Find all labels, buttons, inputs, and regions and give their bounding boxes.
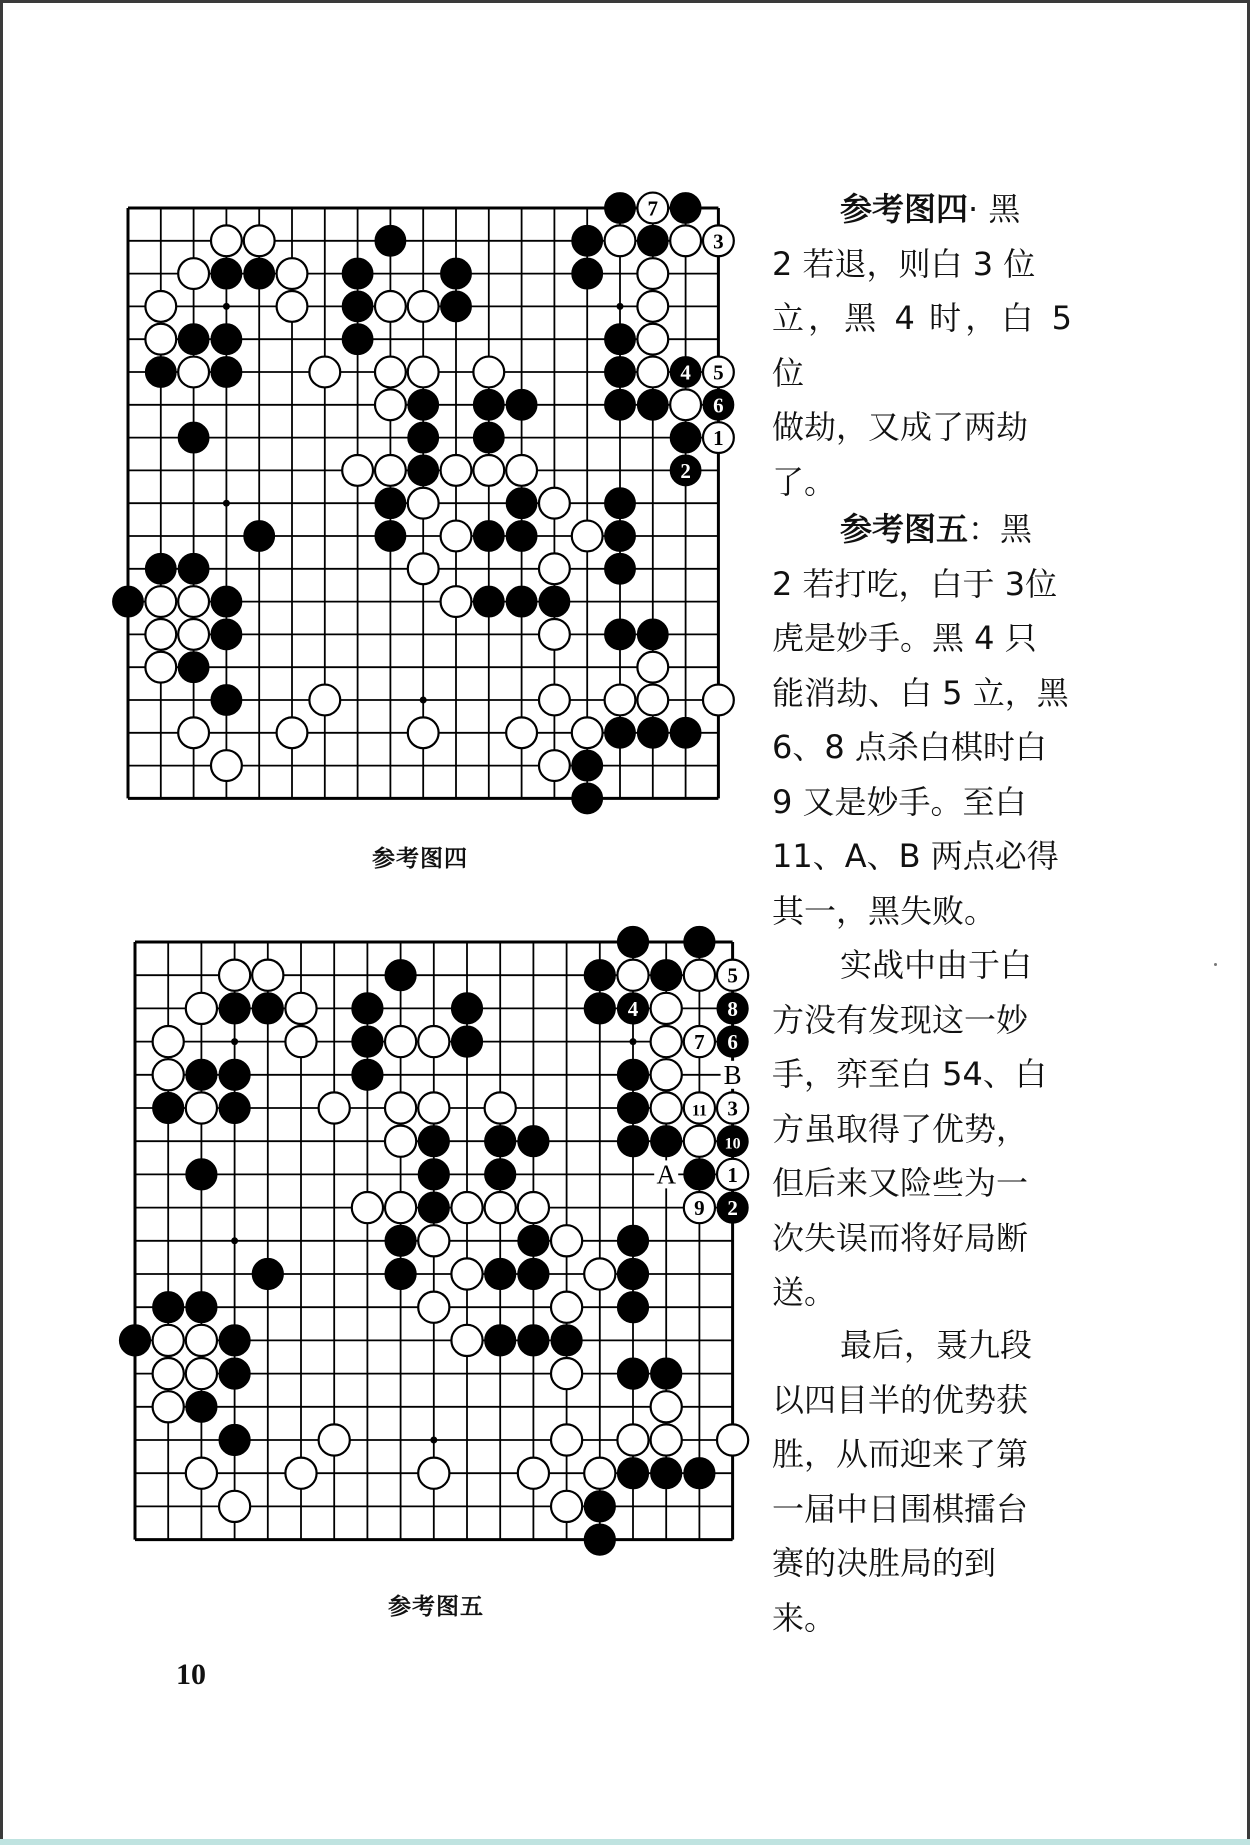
commentary-block-1: [772, 182, 1072, 509]
white-stone: [617, 960, 648, 991]
point-label-B: B: [723, 1059, 742, 1090]
black-stone: [385, 960, 416, 991]
black-stone: [684, 1458, 715, 1489]
line: 立，黑 4 时，白 5 位: [772, 299, 1072, 392]
black-stone: [518, 1225, 549, 1256]
white-stone: [651, 1391, 682, 1422]
separator: ：: [968, 510, 1001, 548]
svg-text:9: 9: [694, 1196, 705, 1221]
white-stone: [551, 1358, 582, 1389]
white-stone-7: [684, 1026, 715, 1057]
star-point: [630, 1038, 637, 1045]
svg-text:3: 3: [727, 1096, 738, 1121]
black-stone: [119, 1325, 150, 1356]
line: 方虽取得了优势，: [772, 1109, 1029, 1148]
line: 来。: [772, 1598, 837, 1637]
line: 次失误而将好局断: [772, 1218, 1029, 1257]
black-stone: [584, 960, 615, 991]
scan-artifact-dot: [1214, 963, 1217, 966]
line: 赛的决胜局的到: [772, 1544, 997, 1582]
black-stone: [153, 1292, 184, 1323]
black-stone-6: [717, 1026, 748, 1057]
white-stone: [418, 1026, 449, 1057]
white-stone: [385, 1192, 416, 1223]
line: 方没有发现这一妙: [772, 1000, 1029, 1039]
black-stone: [418, 1126, 449, 1157]
white-stone-3: [717, 1092, 748, 1123]
svg-text:6: 6: [727, 1030, 738, 1055]
black-stone: [584, 1491, 615, 1522]
white-stone: [485, 1192, 516, 1223]
separator: ·: [968, 190, 989, 228]
black-stone: [451, 1026, 482, 1057]
white-stone: [617, 1424, 648, 1455]
line: 以四目半的优势获: [772, 1380, 1029, 1419]
line-text: 最后，聂九段: [840, 1326, 1033, 1364]
svg-text:4: 4: [627, 996, 639, 1021]
black-stone-10: [717, 1126, 748, 1157]
black-stone: [186, 1159, 217, 1190]
line-text: 黑: [1000, 510, 1033, 548]
black-stone: [485, 1159, 516, 1190]
star-point: [231, 1038, 238, 1045]
black-stone: [617, 1458, 648, 1489]
white-stone: [418, 1458, 449, 1489]
white-stone: [319, 1092, 350, 1123]
white-stone: [385, 1092, 416, 1123]
black-stone: [684, 926, 715, 957]
white-stone: [717, 1424, 748, 1455]
line: 2 若打吃，白于 3位: [772, 564, 1058, 603]
line: [772, 1318, 1072, 1373]
white-stone: [451, 1192, 482, 1223]
white-stone: [186, 1358, 217, 1389]
white-stone-11: [684, 1092, 715, 1123]
black-stone: [352, 1026, 383, 1057]
white-stone-9: [684, 1192, 715, 1223]
black-stone: [485, 1325, 516, 1356]
white-stone: [285, 993, 316, 1024]
white-stone: [153, 1391, 184, 1422]
black-stone: [684, 1159, 715, 1190]
white-stone: [651, 1059, 682, 1090]
star-point: [231, 1237, 238, 1244]
white-stone: [153, 1026, 184, 1057]
black-stone: [219, 1325, 250, 1356]
svg-text:11: 11: [691, 1102, 707, 1120]
caption-fig4: 参考图四: [372, 846, 468, 872]
white-stone: [385, 1126, 416, 1157]
black-stone: [651, 1126, 682, 1157]
white-stone: [551, 1491, 582, 1522]
black-stone: [617, 1258, 648, 1289]
point-label-A: A: [656, 1159, 676, 1190]
white-stone: [551, 1424, 582, 1455]
black-stone: [252, 993, 283, 1024]
black-stone: [617, 1059, 648, 1090]
svg-text:2: 2: [680, 458, 691, 483]
white-stone: [219, 1491, 250, 1522]
line: 11、A、B 两点必得: [772, 837, 1059, 875]
black-stone: [584, 993, 615, 1024]
viewer-bottom-strip: [0, 1839, 1250, 1845]
line: 一届中日围棋擂台: [772, 1489, 1029, 1528]
svg-text:5: 5: [713, 360, 724, 385]
para-lead-fig4: 参考图四: [840, 190, 969, 228]
line: 做劫，又成了两劫: [772, 408, 1029, 446]
white-stone: [418, 1225, 449, 1256]
line: 能消劫、白 5 立，黑: [772, 673, 1069, 712]
white-stone: [186, 993, 217, 1024]
black-stone: [219, 1059, 250, 1090]
line: 了。: [772, 462, 837, 501]
svg-text:10: 10: [724, 1135, 741, 1153]
line: 虎是妙手。黑 4 只: [772, 619, 1037, 657]
black-stone-2: [717, 1192, 748, 1223]
black-stone: [153, 1092, 184, 1123]
white-stone-5: [717, 960, 748, 991]
black-stone: [518, 1126, 549, 1157]
black-stone: [418, 1159, 449, 1190]
svg-text:8: 8: [727, 996, 738, 1021]
commentary-block-4: [772, 1318, 1072, 1645]
black-stone: [518, 1258, 549, 1289]
black-stone: [385, 1258, 416, 1289]
line: [772, 502, 1072, 557]
white-stone: [285, 1026, 316, 1057]
white-stone: [186, 1092, 217, 1123]
black-stone: [518, 1325, 549, 1356]
black-stone: [617, 1292, 648, 1323]
page-number: 10: [176, 1658, 206, 1691]
white-stone: [385, 1026, 416, 1057]
white-stone: [518, 1192, 549, 1223]
svg-text:6: 6: [713, 393, 724, 418]
black-stone: [451, 993, 482, 1024]
svg-text:7: 7: [647, 196, 659, 221]
white-stone: [584, 1458, 615, 1489]
white-stone: [485, 1092, 516, 1123]
line-text: 实战中由于白: [840, 946, 1033, 984]
line: 6、8 点杀白棋时白: [772, 728, 1047, 766]
white-stone: [584, 1258, 615, 1289]
white-stone: [219, 960, 250, 991]
white-stone: [153, 1325, 184, 1356]
white-stone: [551, 1292, 582, 1323]
black-stone-4: [617, 993, 648, 1024]
commentary-block-3: [772, 938, 1072, 1320]
line: 其一，黑失败。: [772, 891, 997, 930]
svg-text:2: 2: [727, 1196, 738, 1221]
white-stone: [684, 960, 715, 991]
svg-text:1: 1: [713, 426, 724, 451]
line: 9 又是妙手。至白: [772, 782, 1027, 821]
line: [772, 938, 1072, 993]
white-stone: [252, 960, 283, 991]
black-stone: [651, 960, 682, 991]
white-stone: [684, 1126, 715, 1157]
black-stone-8: [717, 993, 748, 1024]
black-stone: [485, 1126, 516, 1157]
black-stone: [219, 1424, 250, 1455]
white-stone: [153, 1358, 184, 1389]
line: [772, 182, 1072, 237]
white-stone: [186, 1458, 217, 1489]
white-stone: [186, 1325, 217, 1356]
svg-text:7: 7: [694, 1030, 705, 1055]
white-stone: [418, 1292, 449, 1323]
black-stone: [617, 1358, 648, 1389]
line: 手，弈至白 54、白: [772, 1055, 1047, 1093]
star-point: [430, 1437, 437, 1444]
white-stone-1: [717, 1159, 748, 1190]
black-stone: [617, 1092, 648, 1123]
white-stone: [153, 1059, 184, 1090]
svg-text:5: 5: [727, 963, 738, 988]
black-stone: [617, 1126, 648, 1157]
black-stone: [219, 1092, 250, 1123]
line: 但后来又险些为一: [772, 1164, 1029, 1202]
black-stone: [219, 993, 250, 1024]
white-stone: [418, 1092, 449, 1123]
svg-text:3: 3: [713, 229, 724, 254]
para-lead-fig5: 参考图五: [840, 510, 969, 548]
black-stone: [186, 1059, 217, 1090]
white-stone: [451, 1325, 482, 1356]
commentary-block-2: [772, 502, 1072, 938]
black-stone: [551, 1325, 582, 1356]
black-stone: [385, 1225, 416, 1256]
line: 胜，从而迎来了第: [772, 1435, 1029, 1473]
line-text: 黑: [988, 190, 1021, 228]
black-stone: [352, 993, 383, 1024]
black-stone: [651, 1358, 682, 1389]
caption-fig5: 参考图五: [388, 1594, 484, 1620]
black-stone: [617, 1225, 648, 1256]
line: 送。: [772, 1273, 837, 1311]
svg-text:4: 4: [680, 360, 691, 385]
white-stone: [651, 1092, 682, 1123]
black-stone: [252, 1258, 283, 1289]
white-stone: [285, 1458, 316, 1489]
white-stone: [551, 1225, 582, 1256]
black-stone: [485, 1258, 516, 1289]
white-stone: [352, 1192, 383, 1223]
svg-text:1: 1: [727, 1162, 738, 1187]
black-stone: [186, 1391, 217, 1422]
black-stone: [617, 926, 648, 957]
black-stone: [651, 1458, 682, 1489]
black-stone: [219, 1358, 250, 1389]
white-stone: [651, 1424, 682, 1455]
white-stone: [518, 1458, 549, 1489]
white-stone: [651, 993, 682, 1024]
black-stone: [584, 1524, 615, 1555]
black-stone: [418, 1192, 449, 1223]
white-stone: [319, 1424, 350, 1455]
white-stone: [451, 1258, 482, 1289]
black-stone: [186, 1292, 217, 1323]
black-stone: [352, 1059, 383, 1090]
white-stone: [651, 1026, 682, 1057]
line: 2 若退，则白 3 位: [772, 244, 1036, 283]
